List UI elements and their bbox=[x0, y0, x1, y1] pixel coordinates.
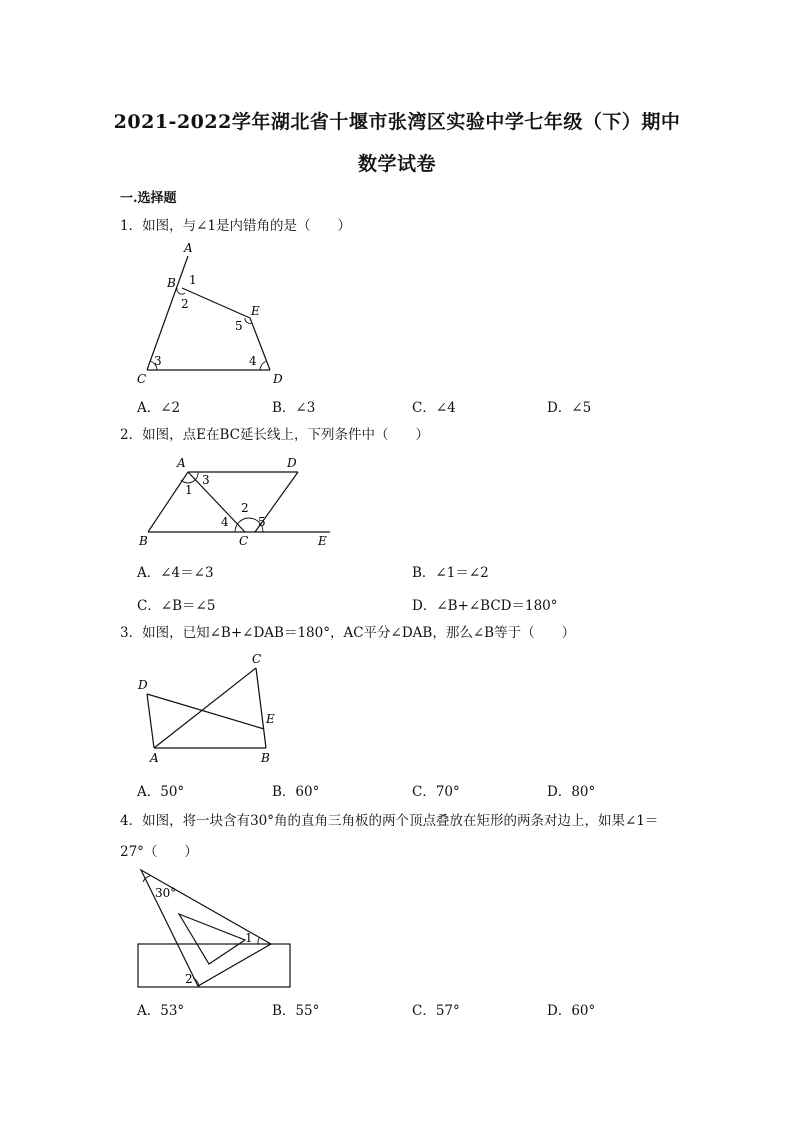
question-3-figure bbox=[133, 650, 288, 770]
label-b: B bbox=[167, 276, 176, 290]
label-e: E bbox=[266, 712, 275, 726]
label-angle-4: 4 bbox=[221, 515, 229, 529]
label-angle-5: 5 bbox=[235, 319, 243, 333]
angle-arc-1 bbox=[258, 938, 259, 944]
question-3-stem: 3．如图，已知∠B+∠DAB＝180°，AC平分∠DAB，那么∠B等于（ ） bbox=[120, 625, 576, 641]
label-angle-1: 1 bbox=[245, 931, 253, 945]
label-b: B bbox=[139, 534, 148, 548]
label-c: C bbox=[137, 372, 147, 386]
q2-option-d[interactable]: D．∠B+∠BCD＝180° bbox=[412, 598, 558, 614]
line-ac bbox=[154, 668, 256, 748]
label-d: D bbox=[138, 678, 148, 692]
q4-option-b[interactable]: B．55° bbox=[272, 1003, 320, 1019]
triangle-inner bbox=[179, 914, 245, 964]
q3-option-c[interactable]: C．70° bbox=[412, 784, 460, 800]
label-angle-1: 1 bbox=[189, 273, 197, 287]
label-angle-1: 1 bbox=[185, 483, 193, 497]
q1-option-a[interactable]: A．∠2 bbox=[137, 400, 181, 416]
label-angle-2: 2 bbox=[241, 501, 249, 515]
line-ac bbox=[147, 256, 188, 370]
question-4-figure bbox=[133, 866, 298, 994]
label-a: A bbox=[184, 241, 193, 255]
label-a: A bbox=[150, 751, 159, 765]
label-angle-2: 2 bbox=[185, 972, 193, 986]
label-d: D bbox=[273, 372, 283, 386]
label-e: E bbox=[318, 534, 327, 548]
q4-option-d[interactable]: D．60° bbox=[547, 1003, 596, 1019]
question-1-stem: 1．如图，与∠1是内错角的是（ ） bbox=[120, 218, 351, 234]
q1-option-c[interactable]: C．∠4 bbox=[412, 400, 456, 416]
label-a: A bbox=[177, 456, 186, 470]
q1-option-b[interactable]: B．∠3 bbox=[272, 400, 316, 416]
line-bc bbox=[256, 668, 266, 748]
label-angle-4: 4 bbox=[249, 354, 257, 368]
label-c: C bbox=[239, 534, 249, 548]
label-d: D bbox=[287, 456, 297, 470]
q2-option-a[interactable]: A．∠4＝∠3 bbox=[137, 565, 214, 581]
rectangle bbox=[138, 944, 290, 987]
q3-option-d[interactable]: D．80° bbox=[547, 784, 596, 800]
q1-option-d[interactable]: D．∠5 bbox=[547, 400, 592, 416]
line-ac bbox=[188, 472, 245, 532]
line-de bbox=[147, 694, 264, 729]
line-da bbox=[147, 694, 154, 748]
label-b: B bbox=[261, 751, 270, 765]
label-angle-2: 2 bbox=[181, 297, 189, 311]
q3-option-b[interactable]: B．60° bbox=[272, 784, 320, 800]
question-4-stem-line2: 27°（ ） bbox=[120, 844, 198, 860]
page-title-line1: 2021-2022学年湖北省十堰市张湾区实验中学七年级（下）期中 bbox=[113, 111, 681, 133]
page-title-line2: 数学试卷 bbox=[357, 153, 436, 175]
label-30-degree: 30° bbox=[155, 886, 177, 900]
angle-arc-d bbox=[260, 361, 267, 370]
section-heading: 一.选择题 bbox=[120, 191, 177, 206]
q4-option-a[interactable]: A．53° bbox=[137, 1003, 185, 1019]
label-angle-3: 3 bbox=[154, 354, 162, 368]
label-c: C bbox=[252, 652, 262, 666]
question-2-stem: 2．如图，点E在BC延长线上，下列条件中（ ） bbox=[120, 427, 429, 443]
label-angle-3: 3 bbox=[202, 473, 210, 487]
question-1-figure bbox=[130, 240, 300, 388]
q4-option-c[interactable]: C．57° bbox=[412, 1003, 460, 1019]
q2-option-b[interactable]: B．∠1＝∠2 bbox=[412, 565, 489, 581]
question-4-stem-line1: 4．如图，将一块含有30°角的直角三角板的两个顶点叠放在矩形的两条对边上，如果∠1＝ bbox=[120, 813, 659, 829]
label-angle-5: 5 bbox=[258, 515, 266, 529]
q3-option-a[interactable]: A．50° bbox=[137, 784, 185, 800]
line-eb bbox=[182, 288, 250, 318]
q2-option-c[interactable]: C．∠B＝∠5 bbox=[137, 598, 216, 614]
question-2-figure bbox=[135, 452, 340, 550]
label-e: E bbox=[251, 304, 260, 318]
